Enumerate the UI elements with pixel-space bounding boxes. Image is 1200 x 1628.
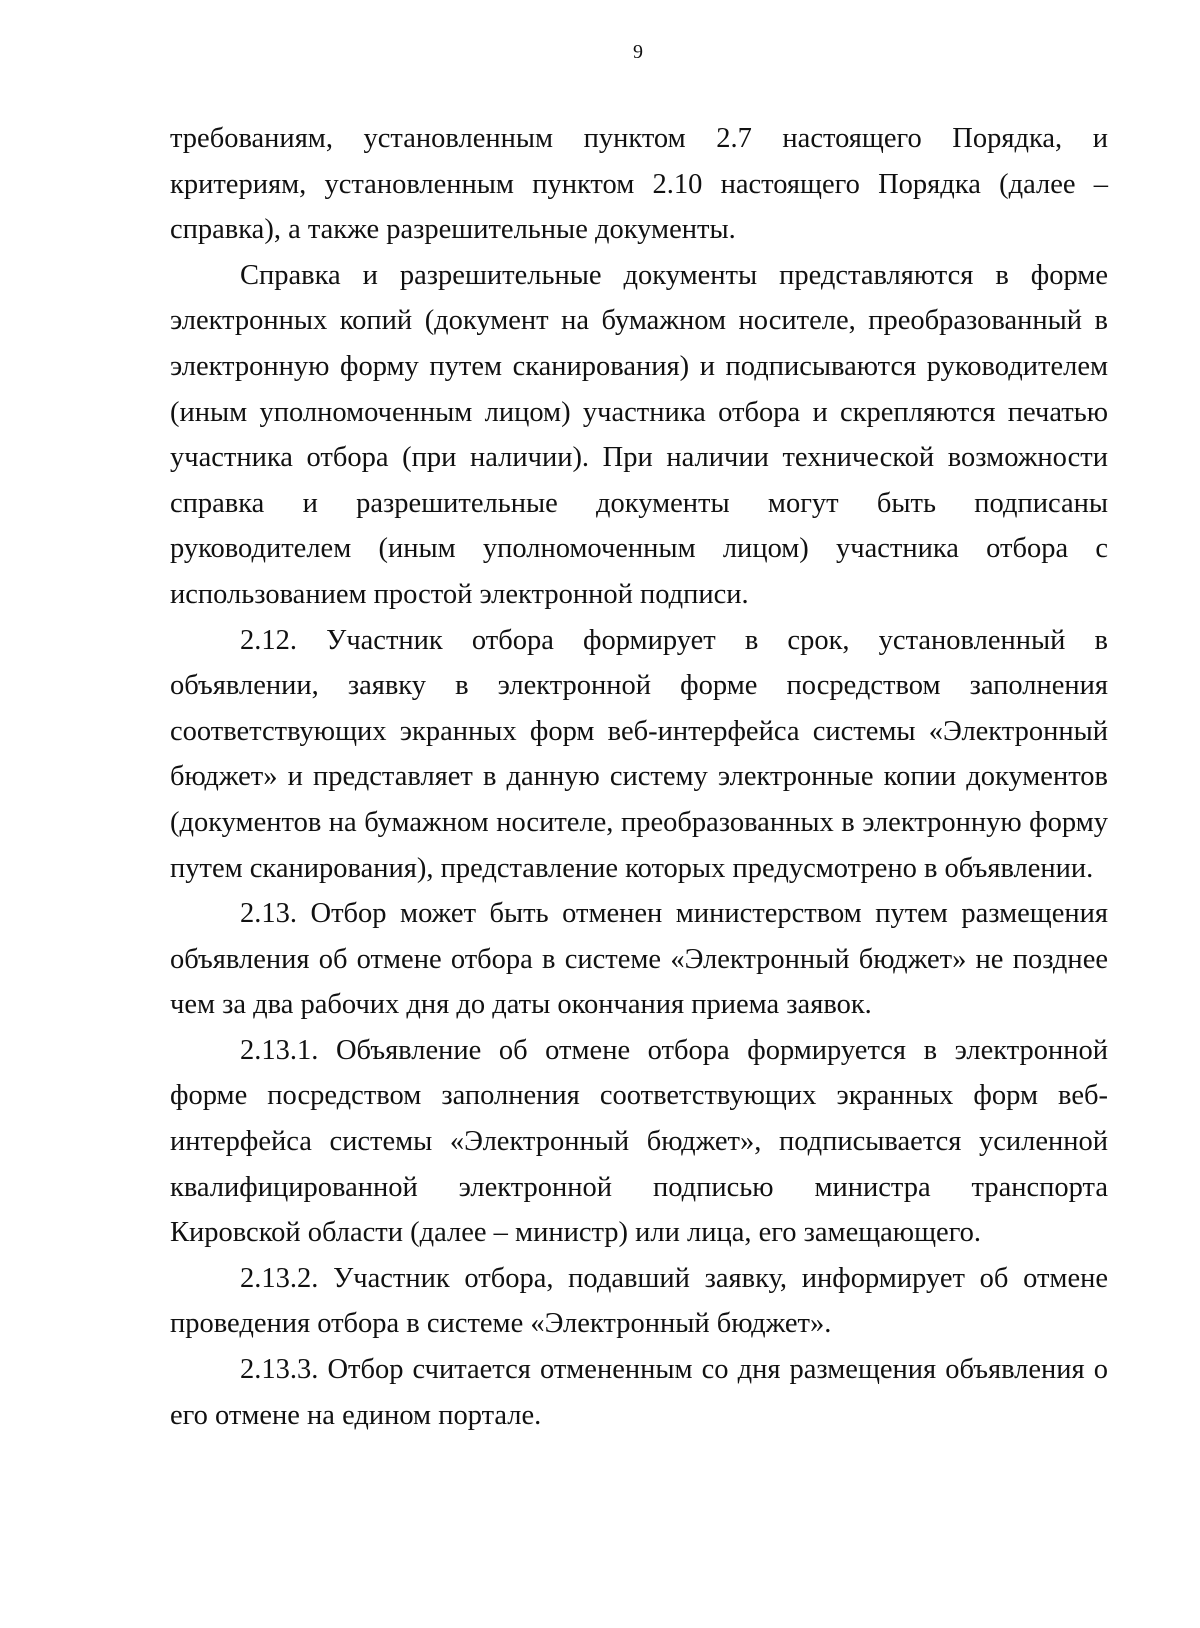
paragraph-2-13-1: 2.13.1. Объявление об отмене отбора формируется в электронной форме посредством заполнения соответствующих экранных форм веб-интерфейса системы «Электронный бюджет», подписывается усиленной квалифицированной электронной подписью министра транспорта Кировской области (далее – министр) или лица, его замещающего. xyxy=(170,1034,1108,1249)
paragraph-2-13-2: 2.13.2. Участник отбора, подавший заявку, информирует об отмене проведения отбора в системе «Электронный бюджет». xyxy=(170,1262,1108,1340)
document-body xyxy=(170,116,1108,1438)
paragraph-2-13-3: 2.13.3. Отбор считается отмененным со дня размещения объявления о его отмене на едином портале. xyxy=(170,1354,1108,1431)
page-number: 9 xyxy=(633,41,643,63)
paragraph-2-12: 2.12. Участник отбора формирует в срок, установленный в объявлении, заявку в электронной форме посредством заполнения соответствующих экранных форм веб-интерфейса системы «Электронный бюджет» и представляет в данную систему электронные копии документов (документов на бумажном носителе, преобразованных в электронную форму путем сканирования), представление которых предусмотрено в объявлении. xyxy=(170,624,1108,884)
paragraph-2-13: 2.13. Отбор может быть отменен министерством путем размещения объявления об отмене отбора в системе «Электронный бюджет» не позднее чем за два рабочих дня до даты окончания приема заявок. xyxy=(170,898,1108,1021)
paragraph-continuation: требованиям, установленным пунктом 2.7 настоящего Порядка, и критериям, установленным пунктом 2.10 настоящего Порядка (далее – справка), а также разрешительные документы. xyxy=(170,123,1108,246)
paragraph-certificate-form: Справка и разрешительные документы представляются в форме электронных копий (документ на бумажном носителе, преобразованный в электронную форму путем сканирования) и подписываются руководителем (иным уполномоченным лицом) участника отбора и скрепляются печатью участника отбора (при наличии). При наличии технической возможности справка и разрешительные документы могут быть подписаны руководителем (иным уполномоченным лицом) участника отбора с использованием простой электронной подписи. xyxy=(170,259,1108,610)
